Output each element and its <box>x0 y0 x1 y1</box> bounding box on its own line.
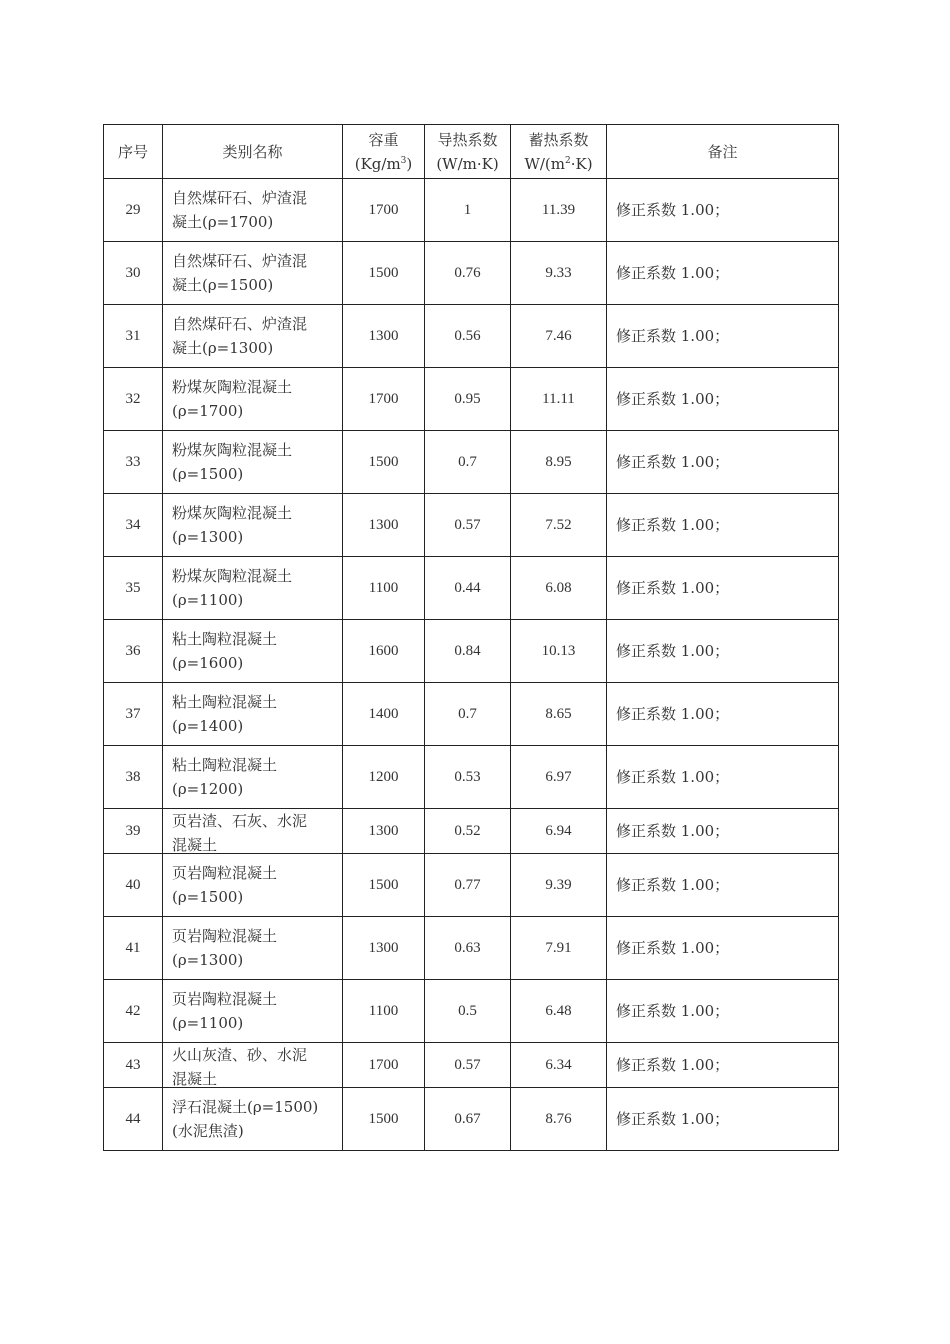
cell-name-line: (ρ=1600) <box>172 654 244 672</box>
cell-name-line: 粉煤灰陶粒混凝土 <box>172 567 293 585</box>
cell-name <box>163 620 343 683</box>
cell-density: 1400 <box>343 683 425 746</box>
cell-conductivity: 0.76 <box>425 242 511 305</box>
cell-conductivity: 0.5 <box>425 980 511 1043</box>
cell-index: 41 <box>104 917 163 980</box>
cell-name-line: 页岩渣、石灰、水泥 <box>172 812 308 830</box>
cell-index: 44 <box>104 1088 163 1151</box>
cell-density: 1700 <box>343 1043 425 1088</box>
cell-name-line: 粉煤灰陶粒混凝土 <box>172 378 293 396</box>
cell-name-line: (ρ=1500) <box>172 888 244 906</box>
cell-index: 42 <box>104 980 163 1043</box>
table-row <box>104 683 839 746</box>
cell-note: 修正系数 1.00； <box>607 305 839 368</box>
table-row <box>104 980 839 1043</box>
cell-name-line: 自然煤矸石、炉渣混 <box>172 252 308 270</box>
cell-name-line: 粘土陶粒混凝土 <box>172 756 278 774</box>
cell-name <box>163 557 343 620</box>
cell-storage: 9.39 <box>511 854 607 917</box>
header-storage <box>511 125 607 179</box>
cell-storage: 8.76 <box>511 1088 607 1151</box>
cell-note: 修正系数 1.00； <box>607 368 839 431</box>
density-unit-close: ) <box>406 154 413 173</box>
cell-name-line: 粉煤灰陶粒混凝土 <box>172 441 293 459</box>
cell-name-line: 火山灰渣、砂、水泥 <box>172 1046 308 1064</box>
cell-conductivity: 0.57 <box>425 494 511 557</box>
cell-note: 修正系数 1.00； <box>607 1088 839 1151</box>
cell-storage: 11.39 <box>511 179 607 242</box>
cell-name-text <box>172 690 338 738</box>
cell-name-text <box>172 501 338 549</box>
cell-name-text <box>172 564 338 612</box>
cell-conductivity: 0.84 <box>425 620 511 683</box>
cell-conductivity: 1 <box>425 179 511 242</box>
cell-index: 40 <box>104 854 163 917</box>
header-density-unit <box>343 152 424 176</box>
cell-name-line: (ρ=1100) <box>172 1014 244 1032</box>
table-row <box>104 620 839 683</box>
cell-name-text <box>172 1043 338 1087</box>
cell-name <box>163 980 343 1043</box>
cell-storage: 7.91 <box>511 917 607 980</box>
cell-index: 31 <box>104 305 163 368</box>
cell-conductivity: 0.57 <box>425 1043 511 1088</box>
table-header-row <box>104 125 839 179</box>
cell-name-line: 混凝土 <box>172 836 218 853</box>
cell-note: 修正系数 1.00； <box>607 431 839 494</box>
cell-note: 修正系数 1.00； <box>607 1043 839 1088</box>
cell-name <box>163 854 343 917</box>
table-row <box>104 809 839 854</box>
header-storage-label: 蓄热系数 <box>528 130 589 149</box>
cell-storage: 6.97 <box>511 746 607 809</box>
cell-note: 修正系数 1.00； <box>607 980 839 1043</box>
cell-conductivity: 0.56 <box>425 305 511 368</box>
cell-density: 1500 <box>343 431 425 494</box>
cell-storage: 9.33 <box>511 242 607 305</box>
cell-name-line: 粘土陶粒混凝土 <box>172 630 278 648</box>
cell-name-text <box>172 249 338 297</box>
table-row <box>104 305 839 368</box>
cell-name <box>163 1043 343 1088</box>
cell-density: 1100 <box>343 557 425 620</box>
header-conductivity <box>425 125 511 179</box>
cell-name-line: (ρ=1300) <box>172 951 244 969</box>
cell-density: 1700 <box>343 179 425 242</box>
table-row <box>104 917 839 980</box>
table-row <box>104 368 839 431</box>
cell-name-line: 凝土(ρ=1500) <box>172 276 274 294</box>
table-row <box>104 854 839 917</box>
cell-name-text <box>172 186 338 234</box>
cell-note: 修正系数 1.00； <box>607 683 839 746</box>
cell-name-line: 浮石混凝土(ρ=1500) <box>172 1098 319 1116</box>
cell-density: 1700 <box>343 368 425 431</box>
cell-name <box>163 179 343 242</box>
cell-conductivity: 0.7 <box>425 431 511 494</box>
cell-storage: 6.34 <box>511 1043 607 1088</box>
cell-density: 1500 <box>343 854 425 917</box>
header-conductivity-unit: (W/m·K) <box>436 154 499 173</box>
cell-name-text <box>172 753 338 801</box>
cell-name-text <box>172 312 338 360</box>
cell-name-line: 页岩陶粒混凝土 <box>172 927 278 945</box>
cell-index: 35 <box>104 557 163 620</box>
cell-name-text <box>172 924 338 972</box>
cell-note: 修正系数 1.00； <box>607 917 839 980</box>
cell-name-line: (ρ=1100) <box>172 591 244 609</box>
cell-name <box>163 683 343 746</box>
cell-index: 32 <box>104 368 163 431</box>
header-note: 备注 <box>607 125 839 179</box>
table-row <box>104 494 839 557</box>
cell-index: 43 <box>104 1043 163 1088</box>
table-row <box>104 1043 839 1088</box>
cell-note: 修正系数 1.00； <box>607 179 839 242</box>
storage-unit-close: ·K) <box>570 154 593 173</box>
cell-name <box>163 1088 343 1151</box>
header-density <box>343 125 425 179</box>
cell-name <box>163 746 343 809</box>
cell-conductivity: 0.95 <box>425 368 511 431</box>
cell-conductivity: 0.63 <box>425 917 511 980</box>
cell-conductivity: 0.67 <box>425 1088 511 1151</box>
cell-storage: 8.95 <box>511 431 607 494</box>
cell-note: 修正系数 1.00； <box>607 494 839 557</box>
header-conductivity-label: 导热系数 <box>437 130 498 149</box>
cell-name-line: 凝土(ρ=1300) <box>172 339 274 357</box>
cell-note: 修正系数 1.00； <box>607 242 839 305</box>
cell-conductivity: 0.7 <box>425 683 511 746</box>
header-density-label: 容重 <box>368 130 399 149</box>
cell-name-line: 粘土陶粒混凝土 <box>172 693 278 711</box>
cell-density: 1300 <box>343 494 425 557</box>
cell-name-text <box>172 861 338 909</box>
thermal-properties-table <box>103 124 839 1151</box>
cell-density: 1600 <box>343 620 425 683</box>
cell-conductivity: 0.77 <box>425 854 511 917</box>
cell-conductivity: 0.44 <box>425 557 511 620</box>
cell-index: 37 <box>104 683 163 746</box>
table-row <box>104 179 839 242</box>
cell-name <box>163 368 343 431</box>
cell-storage: 7.46 <box>511 305 607 368</box>
cell-storage: 10.13 <box>511 620 607 683</box>
cell-name-line: 混凝土 <box>172 1070 218 1087</box>
cell-name-line: (ρ=1500) <box>172 465 244 483</box>
cell-index: 33 <box>104 431 163 494</box>
cell-name-text <box>172 438 338 486</box>
cell-index: 38 <box>104 746 163 809</box>
cell-name <box>163 494 343 557</box>
table-body <box>104 179 839 1151</box>
cell-name-line: (ρ=1200) <box>172 780 244 798</box>
cell-name <box>163 809 343 854</box>
cell-storage: 8.65 <box>511 683 607 746</box>
cell-name-line: 粉煤灰陶粒混凝土 <box>172 504 293 522</box>
cell-note: 修正系数 1.00； <box>607 854 839 917</box>
density-unit-exponent: 3 <box>400 155 407 166</box>
cell-name <box>163 242 343 305</box>
material-table-container <box>103 124 838 1151</box>
cell-density: 1300 <box>343 305 425 368</box>
cell-index: 30 <box>104 242 163 305</box>
cell-name <box>163 305 343 368</box>
density-unit-base: (Kg/m <box>354 154 401 173</box>
cell-name-line: 页岩陶粒混凝土 <box>172 990 278 1008</box>
cell-density: 1500 <box>343 242 425 305</box>
cell-name-text <box>172 375 338 423</box>
table-row <box>104 746 839 809</box>
cell-index: 29 <box>104 179 163 242</box>
cell-note: 修正系数 1.00； <box>607 620 839 683</box>
cell-storage: 6.08 <box>511 557 607 620</box>
storage-unit-exponent: 2 <box>564 155 571 166</box>
cell-note: 修正系数 1.00； <box>607 557 839 620</box>
cell-name-line: 页岩陶粒混凝土 <box>172 864 278 882</box>
cell-name-text <box>172 627 338 675</box>
cell-name-line: 自然煤矸石、炉渣混 <box>172 315 308 333</box>
cell-storage: 6.48 <box>511 980 607 1043</box>
cell-index: 34 <box>104 494 163 557</box>
cell-storage: 11.11 <box>511 368 607 431</box>
cell-storage: 6.94 <box>511 809 607 854</box>
cell-conductivity: 0.52 <box>425 809 511 854</box>
cell-note: 修正系数 1.00； <box>607 746 839 809</box>
cell-name-text <box>172 1095 338 1143</box>
cell-index: 39 <box>104 809 163 854</box>
cell-name <box>163 431 343 494</box>
cell-density: 1200 <box>343 746 425 809</box>
cell-name-text <box>172 809 338 853</box>
cell-name-text <box>172 987 338 1035</box>
cell-name-line: 自然煤矸石、炉渣混 <box>172 189 308 207</box>
table-row <box>104 242 839 305</box>
cell-density: 1300 <box>343 917 425 980</box>
cell-name <box>163 917 343 980</box>
cell-name-line: (水泥焦渣) <box>172 1122 244 1140</box>
storage-unit-base: W/(m <box>524 154 565 173</box>
table-row <box>104 1088 839 1151</box>
cell-storage: 7.52 <box>511 494 607 557</box>
cell-index: 36 <box>104 620 163 683</box>
cell-note: 修正系数 1.00； <box>607 809 839 854</box>
cell-density: 1100 <box>343 980 425 1043</box>
cell-name-line: 凝土(ρ=1700) <box>172 213 274 231</box>
cell-conductivity: 0.53 <box>425 746 511 809</box>
cell-name-line: (ρ=1400) <box>172 717 244 735</box>
table-row <box>104 431 839 494</box>
header-name: 类别名称 <box>163 125 343 179</box>
header-index: 序号 <box>104 125 163 179</box>
cell-name-line: (ρ=1700) <box>172 402 244 420</box>
cell-density: 1500 <box>343 1088 425 1151</box>
cell-density: 1300 <box>343 809 425 854</box>
cell-name-line: (ρ=1300) <box>172 528 244 546</box>
header-storage-unit <box>511 152 606 176</box>
table-row <box>104 557 839 620</box>
